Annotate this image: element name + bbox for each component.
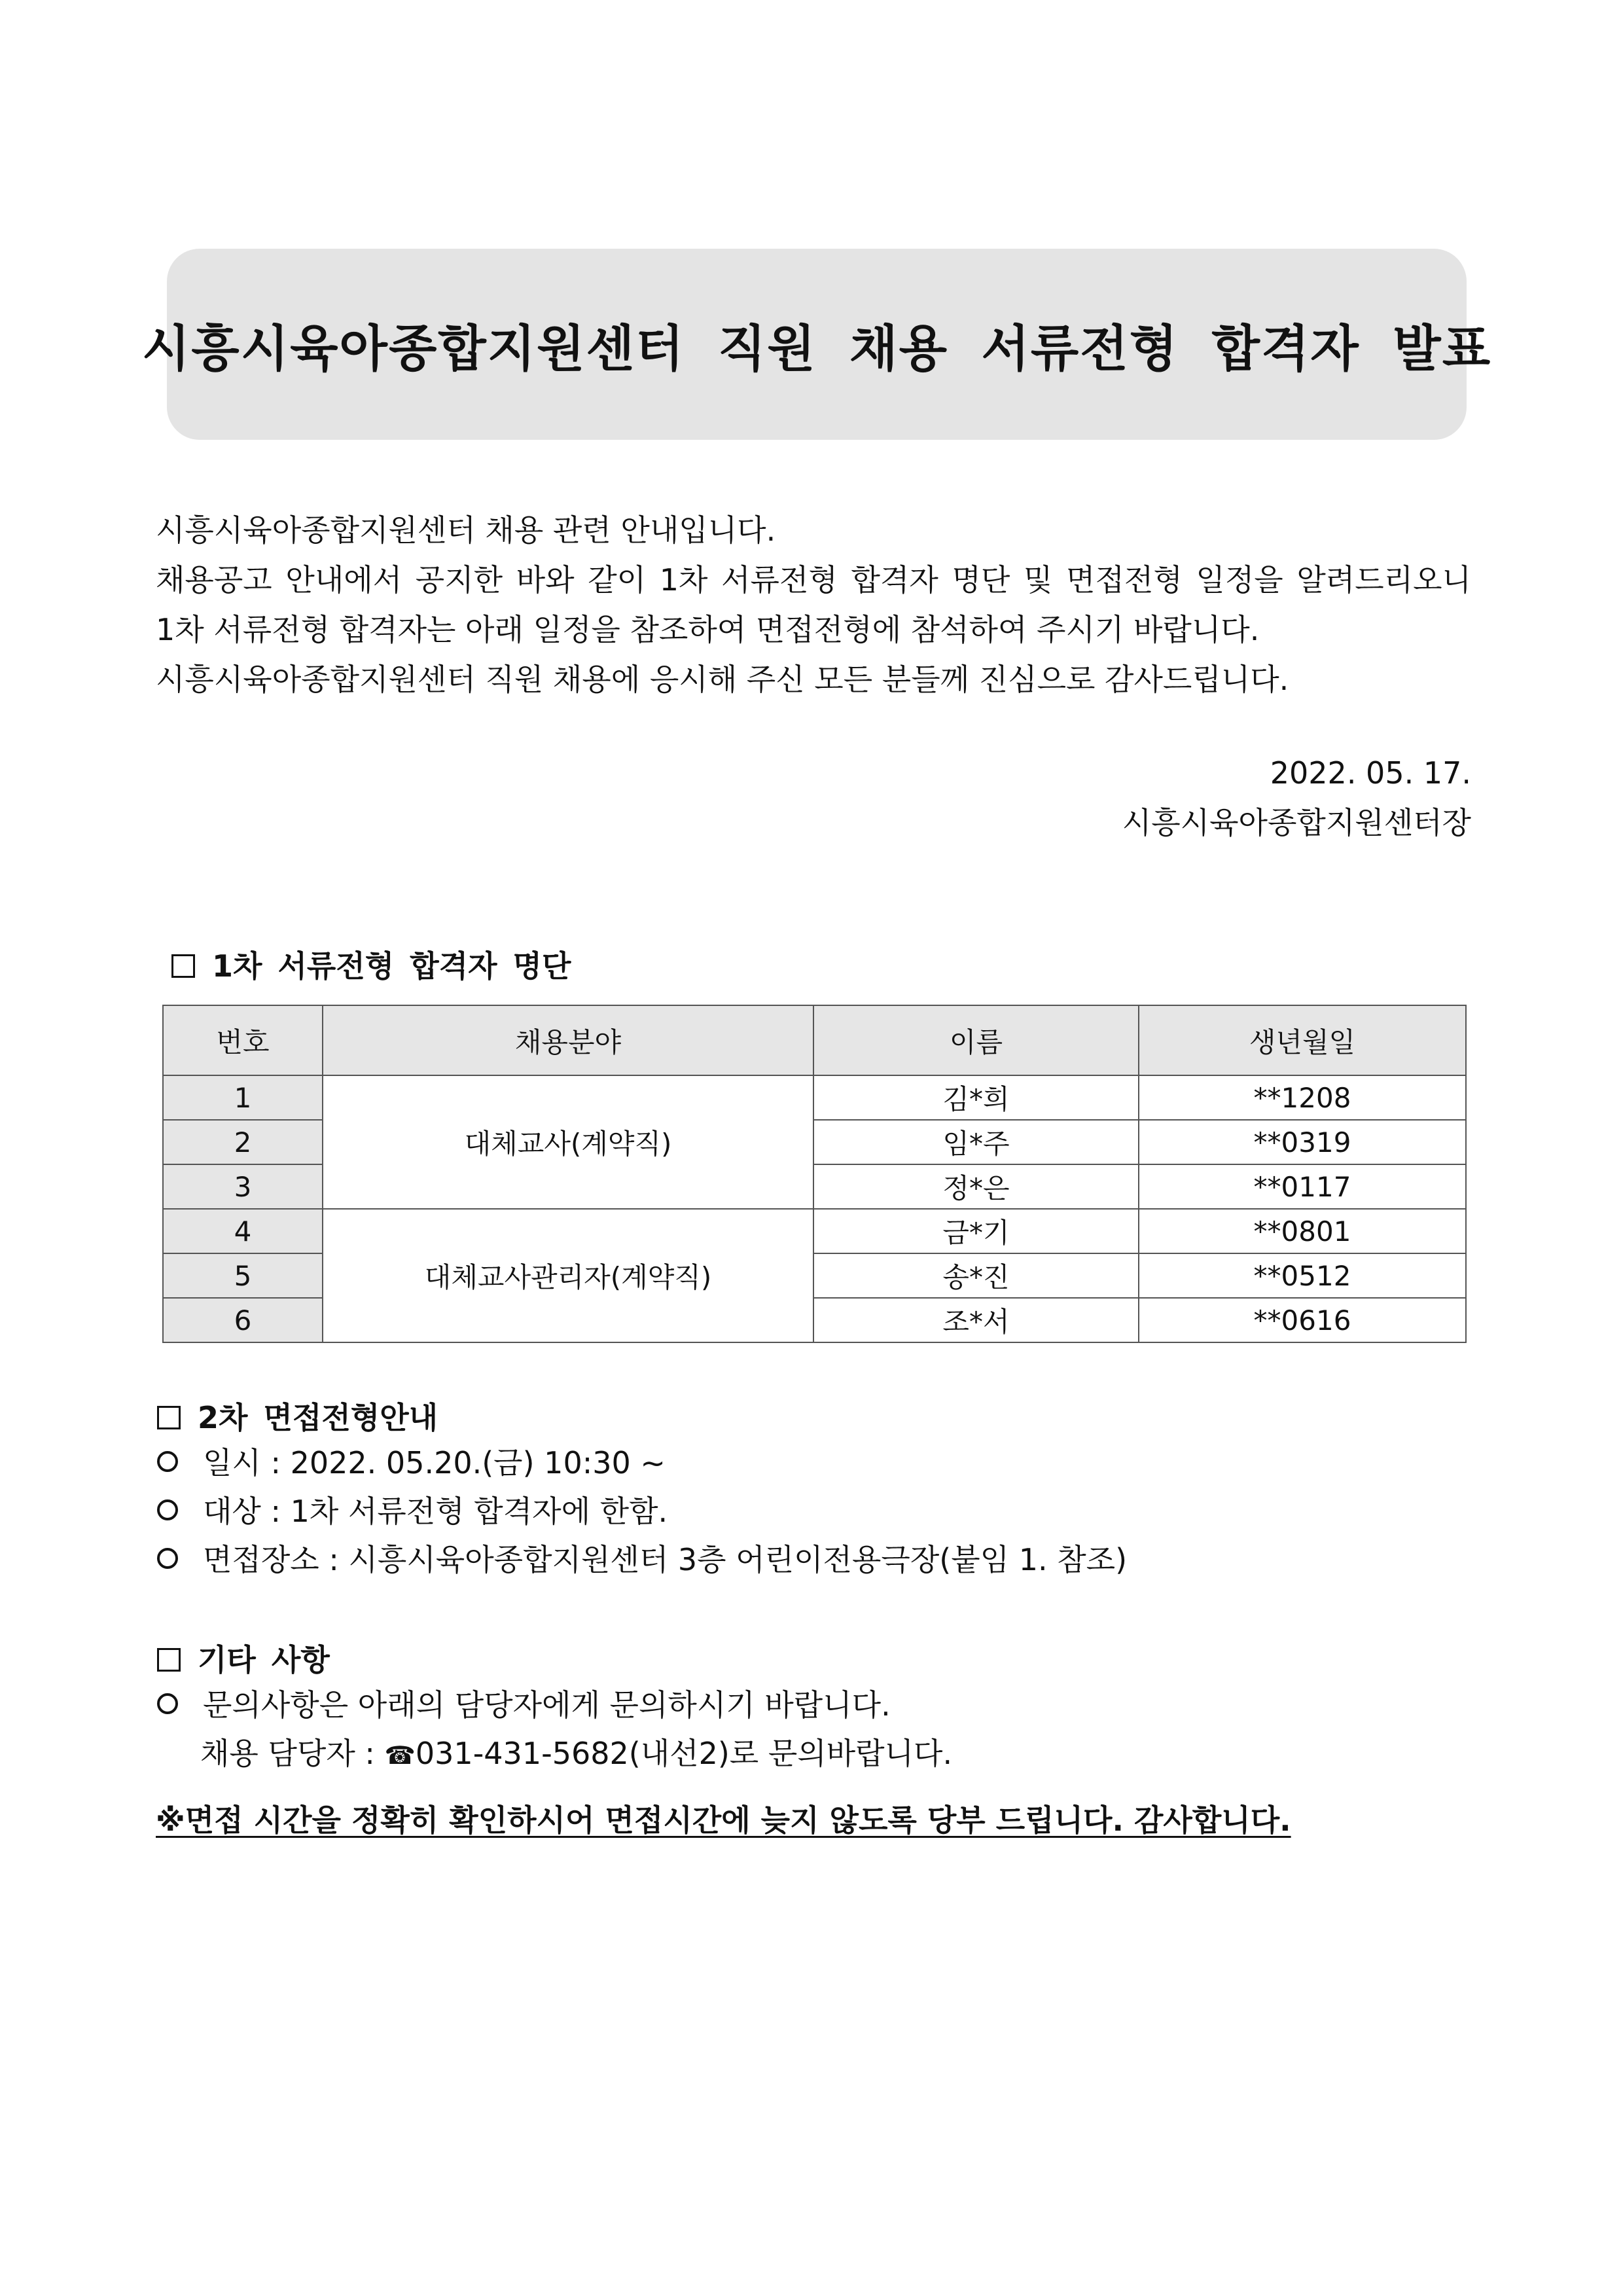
name-cell: 정*은 — [813, 1164, 1139, 1209]
name-cell: 임*주 — [813, 1120, 1139, 1164]
name-cell: 조*서 — [813, 1298, 1139, 1342]
section-3-title: 기타 사항 — [198, 1642, 330, 1677]
other-info-list — [157, 1681, 952, 1778]
name-cell: 송*진 — [813, 1253, 1139, 1298]
intro-line-1: 시흥시육아종합지원센터 채용 관련 안내입니다. — [156, 512, 776, 548]
row-number: 6 — [163, 1298, 323, 1342]
closing-notice: ※면접 시간을 정확히 확인하시어 면접시간에 늦지 않도록 당부 드립니다. 감사합니다. — [156, 1803, 1291, 1838]
circle-bullet-icon — [157, 1693, 178, 1714]
column-header-birth: 생년월일 — [1139, 1005, 1466, 1075]
birth-cell: **1208 — [1139, 1075, 1466, 1120]
name-cell: 금*기 — [813, 1209, 1139, 1253]
issuer-name: 시흥시육아종합지원센터장 — [1122, 805, 1471, 840]
inquiry-note: 문의사항은 아래의 담당자에게 문의하시기 바랍니다. — [203, 1687, 891, 1723]
row-number: 2 — [163, 1120, 323, 1164]
birth-cell: **0117 — [1139, 1164, 1466, 1209]
table-row — [163, 1209, 1466, 1253]
column-header-name: 이름 — [813, 1005, 1139, 1075]
birth-cell: **0616 — [1139, 1298, 1466, 1342]
checkbox-square-icon — [171, 954, 195, 978]
contact-phone: 031-431-5682(내선2)로 문의바랍니다. — [415, 1736, 953, 1771]
interview-location: 면접장소 : 시흥시육아종합지원센터 3층 어린이전용극장(붙임 1. 참조) — [203, 1542, 1128, 1577]
intro-line-4: 시흥시육아종합지원센터 직원 채용에 응시해 주신 모든 분들께 진심으로 감사드립니다. — [156, 662, 1289, 697]
section-2-title: 2차 면접전형안내 — [198, 1400, 438, 1435]
field-cell: 대체교사관리자(계약직) — [323, 1209, 813, 1342]
column-header-no: 번호 — [163, 1005, 323, 1075]
interview-info-list — [157, 1439, 1127, 1584]
birth-cell: **0512 — [1139, 1253, 1466, 1298]
circle-bullet-icon — [157, 1451, 178, 1472]
section-1-heading — [171, 942, 571, 986]
date-block — [1122, 748, 1471, 848]
list-item — [157, 1439, 1127, 1487]
circle-bullet-icon — [157, 1548, 178, 1569]
title-box — [141, 249, 1492, 440]
contact-line — [157, 1729, 952, 1778]
row-number: 5 — [163, 1253, 323, 1298]
section-2-heading — [157, 1394, 438, 1437]
list-item — [157, 1535, 1127, 1584]
row-number: 1 — [163, 1075, 323, 1120]
field-cell: 대체교사(계약직) — [323, 1075, 813, 1209]
row-number: 4 — [163, 1209, 323, 1253]
phone-icon: ☎ — [384, 1741, 416, 1770]
section-1-title: 1차 서류전형 합격자 명단 — [212, 948, 571, 984]
contact-prefix: 채용 담당자 : — [200, 1736, 385, 1771]
intro-paragraph — [156, 505, 1471, 704]
table-header-row — [163, 1005, 1466, 1075]
birth-cell: **0801 — [1139, 1209, 1466, 1253]
intro-line-2: 채용공고 안내에서 공지한 바와 같이 1차 서류전형 합격자 명단 및 면접전형 일정을 알려드리오니 — [156, 562, 1471, 598]
row-number: 3 — [163, 1164, 323, 1209]
interview-target: 대상 : 1차 서류전형 합격자에 한함. — [203, 1494, 668, 1529]
announcement-date: 2022. 05. 17. — [1270, 755, 1471, 791]
section-3-heading — [157, 1636, 330, 1679]
table-row — [163, 1075, 1466, 1120]
list-item — [157, 1681, 952, 1729]
circle-bullet-icon — [157, 1499, 178, 1520]
birth-cell: **0319 — [1139, 1120, 1466, 1164]
checkbox-square-icon — [157, 1406, 181, 1429]
page-title: 시흥시육아종합지원센터 직원 채용 서류전형 합격자 발표 — [141, 319, 1492, 378]
name-cell: 김*희 — [813, 1075, 1139, 1120]
column-header-field: 채용분야 — [323, 1005, 813, 1075]
intro-line-3: 1차 서류전형 합격자는 아래 일정을 참조하여 면접전형에 참석하여 주시기 바랍니다. — [156, 612, 1260, 647]
list-item — [157, 1487, 1127, 1535]
interview-datetime: 일시 : 2022. 05.20.(금) 10:30 ~ — [203, 1445, 666, 1480]
checkbox-square-icon — [157, 1648, 181, 1672]
passer-table — [162, 1005, 1467, 1343]
